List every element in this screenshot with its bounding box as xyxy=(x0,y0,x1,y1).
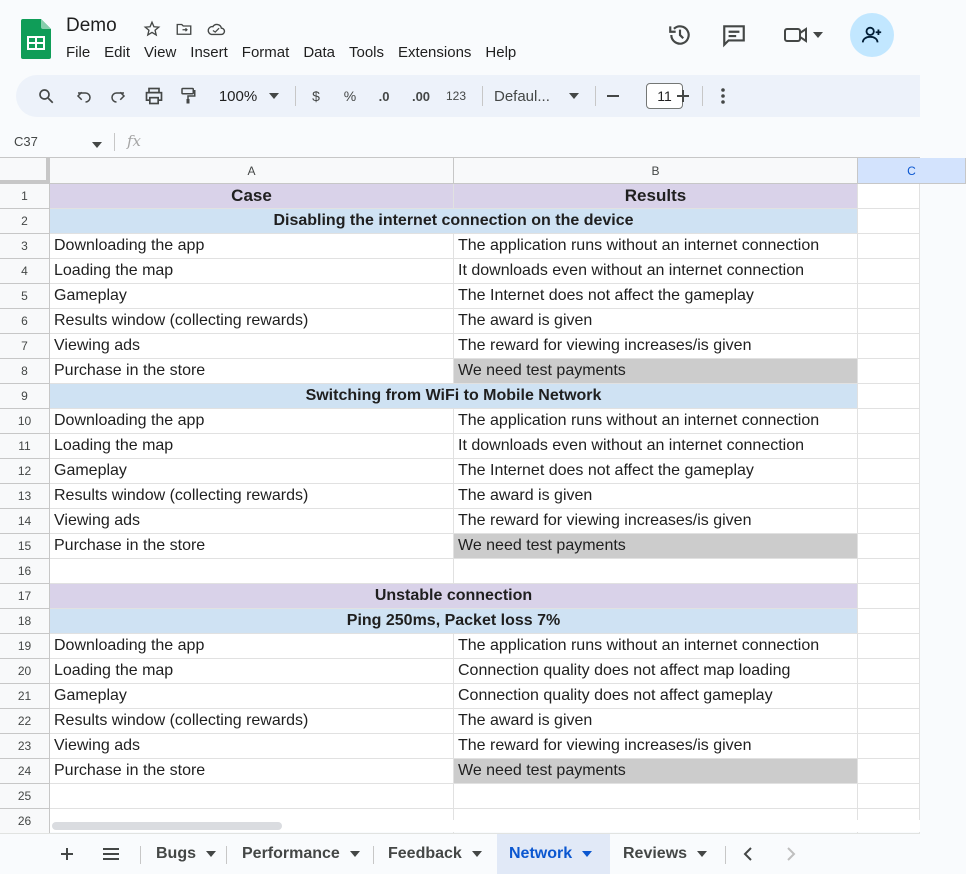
empty-cell[interactable] xyxy=(858,534,920,559)
result-cell[interactable]: The award is given xyxy=(454,709,858,734)
table-row xyxy=(0,234,920,259)
result-cell[interactable] xyxy=(454,784,858,809)
case-cell[interactable]: Loading the map xyxy=(50,434,454,459)
empty-cell[interactable] xyxy=(858,259,920,284)
redo-icon[interactable] xyxy=(104,75,132,117)
row-number[interactable]: 3 xyxy=(0,234,50,259)
cloud-status-icon[interactable] xyxy=(204,17,228,41)
chevron-down-icon xyxy=(350,851,360,857)
result-cell[interactable]: The award is given xyxy=(454,484,858,509)
case-cell[interactable]: Downloading the app xyxy=(50,634,454,659)
meet-icon[interactable] xyxy=(778,12,828,58)
case-cell[interactable]: Results window (collecting rewards) xyxy=(50,709,454,734)
result-cell[interactable]: The application runs without an internet connection xyxy=(454,234,858,259)
empty-cell[interactable] xyxy=(858,484,920,509)
result-cell[interactable] xyxy=(454,559,858,584)
menu-edit[interactable]: Edit xyxy=(104,44,131,61)
table-row xyxy=(0,559,920,584)
column-header-b[interactable]: B xyxy=(454,158,858,184)
comments-icon[interactable] xyxy=(714,12,754,58)
empty-cell[interactable] xyxy=(858,584,920,609)
row-number[interactable]: 13 xyxy=(0,484,50,509)
row-number[interactable]: 23 xyxy=(0,734,50,759)
empty-cell[interactable] xyxy=(858,334,920,359)
case-cell[interactable]: Gameplay xyxy=(50,684,454,709)
table-row xyxy=(0,284,920,309)
result-cell[interactable]: The reward for viewing increases/is given xyxy=(454,734,858,759)
empty-cell[interactable] xyxy=(858,409,920,434)
case-cell[interactable]: Loading the map xyxy=(50,259,454,284)
menu-data[interactable]: Data xyxy=(303,44,335,61)
result-cell[interactable]: Connection quality does not affect map loading xyxy=(454,659,858,684)
row-number[interactable]: 5 xyxy=(0,284,50,309)
table-row xyxy=(0,459,920,484)
sheet-tab-network[interactable]: Network xyxy=(497,834,610,874)
more-options-icon[interactable] xyxy=(712,75,734,117)
currency-format-button[interactable]: $ xyxy=(312,88,320,104)
add-person-icon xyxy=(861,24,883,46)
row-number[interactable]: 1 xyxy=(0,184,50,209)
number-format-button[interactable]: 123 xyxy=(445,89,467,103)
result-cell[interactable]: The Internet does not affect the gameplay xyxy=(454,284,858,309)
empty-cell[interactable] xyxy=(858,784,920,809)
row-number[interactable]: 16 xyxy=(0,559,50,584)
case-cell[interactable] xyxy=(50,559,454,584)
row-number[interactable]: 12 xyxy=(0,459,50,484)
increase-font-size-button[interactable] xyxy=(672,75,694,117)
row-number[interactable]: 4 xyxy=(0,259,50,284)
section-header-cell[interactable]: Switching from WiFi to Mobile Network xyxy=(50,384,858,409)
document-title[interactable]: Demo xyxy=(66,15,117,36)
sheets-logo-icon[interactable] xyxy=(21,19,51,59)
horizontal-scrollbar[interactable] xyxy=(50,820,920,832)
result-cell[interactable]: The application runs without an internet connection xyxy=(454,634,858,659)
row-number[interactable]: 8 xyxy=(0,359,50,384)
table-row xyxy=(0,734,920,759)
case-cell[interactable]: Downloading the app xyxy=(50,409,454,434)
result-cell[interactable]: It downloads even without an internet connection xyxy=(454,434,858,459)
case-cell[interactable] xyxy=(50,784,454,809)
section-header-cell[interactable]: Disabling the internet connection on the device xyxy=(50,209,858,234)
table-row xyxy=(0,659,920,684)
table-row xyxy=(0,584,920,609)
case-cell[interactable]: Viewing ads xyxy=(50,334,454,359)
case-cell[interactable]: Loading the map xyxy=(50,659,454,684)
menu-tools[interactable]: Tools xyxy=(349,44,385,61)
row-number[interactable]: 25 xyxy=(0,784,50,809)
empty-cell[interactable] xyxy=(858,284,920,309)
result-cell[interactable]: The reward for viewing increases/is given xyxy=(454,509,858,534)
row-number[interactable]: 2 xyxy=(0,209,50,234)
table-row xyxy=(0,784,920,809)
row-number[interactable]: 17 xyxy=(0,584,50,609)
table-row xyxy=(0,759,920,784)
paint-format-icon[interactable] xyxy=(174,75,202,117)
case-cell[interactable]: Viewing ads xyxy=(50,509,454,534)
toolbar xyxy=(16,75,920,117)
table-row xyxy=(0,384,920,409)
empty-cell[interactable] xyxy=(858,634,920,659)
row-number[interactable]: 10 xyxy=(0,409,50,434)
version-history-icon[interactable] xyxy=(660,12,700,58)
chevron-down-icon xyxy=(697,851,707,857)
move-folder-icon[interactable] xyxy=(172,17,196,41)
empty-cell[interactable] xyxy=(858,684,920,709)
case-cell[interactable]: Downloading the app xyxy=(50,234,454,259)
add-sheet-icon[interactable] xyxy=(52,834,82,874)
result-cell[interactable]: The award is given xyxy=(454,309,858,334)
column-title-case[interactable]: Case xyxy=(50,184,454,209)
star-icon[interactable] xyxy=(140,17,164,41)
case-cell[interactable]: Results window (collecting rewards) xyxy=(50,309,454,334)
app-header xyxy=(0,0,920,70)
table-row xyxy=(0,634,920,659)
case-cell[interactable]: Results window (collecting rewards) xyxy=(50,484,454,509)
formula-bar xyxy=(0,127,920,157)
case-cell[interactable]: Viewing ads xyxy=(50,734,454,759)
table-row xyxy=(0,359,920,384)
chevron-down-icon xyxy=(813,32,823,38)
increase-decimal-button[interactable]: .00 xyxy=(411,88,431,104)
result-cell[interactable]: We need test payments xyxy=(454,534,858,559)
sheet-tab-performance[interactable]: Performance xyxy=(230,834,372,874)
table-row xyxy=(0,684,920,709)
result-cell[interactable]: The Internet does not affect the gameplay xyxy=(454,459,858,484)
chevron-down-icon[interactable] xyxy=(566,75,582,117)
table-row xyxy=(0,609,920,634)
empty-cell[interactable] xyxy=(858,184,920,209)
sheet-tab-feedback[interactable]: Feedback xyxy=(376,834,494,874)
empty-cell[interactable] xyxy=(858,759,920,784)
empty-cell[interactable] xyxy=(858,309,920,334)
chevron-down-icon[interactable] xyxy=(266,75,282,117)
undo-icon[interactable] xyxy=(70,75,98,117)
case-cell[interactable]: Gameplay xyxy=(50,459,454,484)
menu-bar xyxy=(59,43,523,62)
row-number[interactable]: 22 xyxy=(0,709,50,734)
print-icon[interactable] xyxy=(140,75,168,117)
empty-cell[interactable] xyxy=(858,734,920,759)
menu-format[interactable]: Format xyxy=(241,44,290,61)
empty-cell[interactable] xyxy=(858,434,920,459)
case-cell[interactable]: Gameplay xyxy=(50,284,454,309)
scroll-tabs-right-icon[interactable] xyxy=(776,834,806,874)
column-title-results[interactable]: Results xyxy=(454,184,858,209)
share-button[interactable] xyxy=(850,13,894,57)
chevron-down-icon xyxy=(206,851,216,857)
result-cell[interactable]: It downloads even without an internet connection xyxy=(454,259,858,284)
empty-cell[interactable] xyxy=(858,384,920,409)
section-header-cell[interactable]: Ping 250ms, Packet loss 7% xyxy=(50,609,858,634)
row-number[interactable]: 14 xyxy=(0,509,50,534)
scroll-tabs-left-icon[interactable] xyxy=(733,834,763,874)
case-cell[interactable]: Purchase in the store xyxy=(50,534,454,559)
case-cell[interactable]: Purchase in the store xyxy=(50,759,454,784)
sheet-tab-bugs[interactable]: Bugs xyxy=(144,834,228,874)
empty-cell[interactable] xyxy=(858,659,920,684)
table-row xyxy=(0,209,920,234)
row-number[interactable]: 9 xyxy=(0,384,50,409)
row-number[interactable]: 20 xyxy=(0,659,50,684)
search-icon[interactable] xyxy=(32,75,60,117)
result-cell[interactable]: The application runs without an internet connection xyxy=(454,409,858,434)
case-cell[interactable]: Purchase in the store xyxy=(50,359,454,384)
row-number[interactable]: 24 xyxy=(0,759,50,784)
empty-cell[interactable] xyxy=(858,709,920,734)
name-box[interactable]: C37 xyxy=(14,134,38,149)
chevron-down-icon[interactable] xyxy=(92,135,102,153)
result-cell[interactable]: Connection quality does not affect gameplay xyxy=(454,684,858,709)
menu-view[interactable]: View xyxy=(144,44,177,61)
decrease-font-size-button[interactable] xyxy=(602,75,624,117)
table-row xyxy=(0,334,920,359)
spreadsheet-grid[interactable] xyxy=(0,157,920,828)
table-row xyxy=(0,709,920,734)
empty-cell[interactable] xyxy=(858,509,920,534)
decrease-decimal-button[interactable]: .0 xyxy=(378,88,390,104)
sheet-tab-reviews[interactable]: Reviews xyxy=(611,834,719,874)
chevron-down-icon xyxy=(582,851,592,857)
row-number[interactable]: 21 xyxy=(0,684,50,709)
empty-cell[interactable] xyxy=(858,209,920,234)
row-number[interactable]: 26 xyxy=(0,809,50,834)
row-number[interactable]: 6 xyxy=(0,309,50,334)
row-number[interactable]: 19 xyxy=(0,634,50,659)
result-cell[interactable]: The reward for viewing increases/is given xyxy=(454,334,858,359)
select-all-corner[interactable] xyxy=(0,158,50,184)
font-size-input[interactable]: 11 xyxy=(646,83,683,109)
menu-help[interactable]: Help xyxy=(485,44,517,61)
table-row xyxy=(0,434,920,459)
result-cell[interactable]: We need test payments xyxy=(454,759,858,784)
zoom-select[interactable] xyxy=(212,75,264,117)
all-sheets-menu-icon[interactable] xyxy=(96,834,126,874)
menu-file[interactable]: File xyxy=(66,44,91,61)
zoom-value: 100% xyxy=(218,87,258,105)
table-row xyxy=(0,534,920,559)
table-row xyxy=(0,509,920,534)
sheet-tabs-bar xyxy=(0,833,920,873)
column-header-c[interactable]: C xyxy=(858,158,966,184)
row-number[interactable]: 15 xyxy=(0,534,50,559)
empty-cell[interactable] xyxy=(858,234,920,259)
table-row xyxy=(0,309,920,334)
table-row xyxy=(0,259,920,284)
font-value: Defaul... xyxy=(494,87,550,105)
result-cell[interactable]: We need test payments xyxy=(454,359,858,384)
table-row xyxy=(0,409,920,434)
section-header-cell[interactable]: Unstable connection xyxy=(50,584,858,609)
row-number[interactable]: 11 xyxy=(0,434,50,459)
menu-insert[interactable]: Insert xyxy=(190,44,228,61)
chevron-down-icon xyxy=(472,851,482,857)
row-number[interactable]: 18 xyxy=(0,609,50,634)
empty-cell[interactable] xyxy=(858,359,920,384)
font-select[interactable] xyxy=(494,75,562,117)
table-row xyxy=(0,184,920,209)
empty-cell[interactable] xyxy=(858,459,920,484)
column-header-a[interactable]: A xyxy=(50,158,454,184)
menu-extensions[interactable]: Extensions xyxy=(398,44,472,61)
table-row xyxy=(0,484,920,509)
empty-cell[interactable] xyxy=(858,559,920,584)
empty-cell[interactable] xyxy=(858,609,920,634)
percent-format-button[interactable]: % xyxy=(343,88,357,104)
fx-icon: fx xyxy=(127,132,142,150)
scrollbar-thumb[interactable] xyxy=(52,822,282,830)
row-number[interactable]: 7 xyxy=(0,334,50,359)
